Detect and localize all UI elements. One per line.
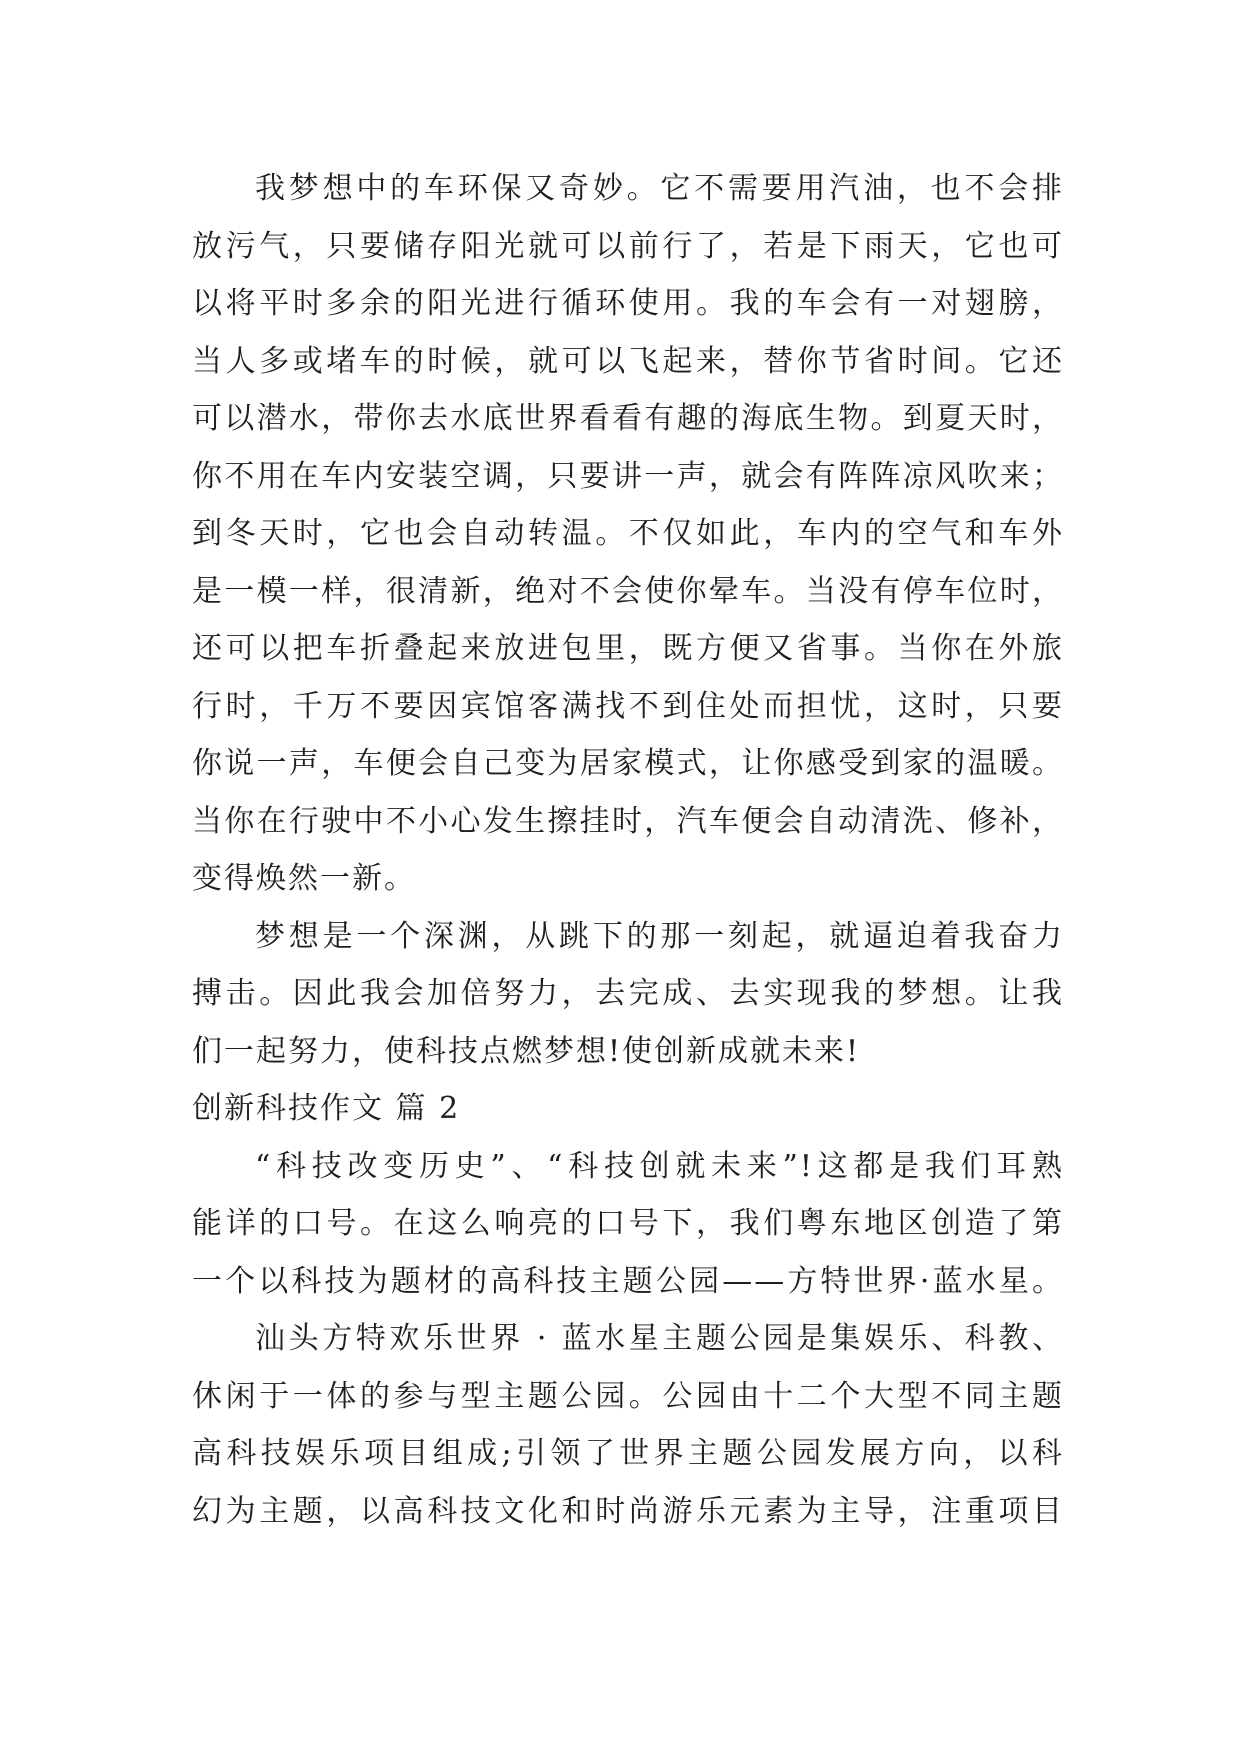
section-heading: 创新科技作文 篇 2	[192, 1091, 461, 1126]
paragraph-4	[192, 1310, 1064, 1540]
text-line: 汕头方特欢乐世界 · 蓝水星主题公园是集娱乐、科教、	[255, 1321, 1064, 1356]
text-line: 们一起努力，使科技点燃梦想!使创新成就未来!	[192, 1033, 861, 1069]
text-line: 到冬天时，它也会自动转温。不仅如此，车内的空气和车外	[192, 516, 1064, 551]
text-line: 放污气，只要储存阳光就可以前行了，若是下雨天，它也可	[192, 228, 1064, 264]
text-line: 幻为主题，以高科技文化和时尚游乐元素为主导，注重项目	[192, 1493, 1064, 1529]
paragraph-3	[192, 1138, 1064, 1311]
document-page	[192, 160, 1064, 1540]
text-line: 能详的口号。在这么响亮的口号下，我们粤东地区创造了第	[192, 1206, 1064, 1241]
text-line: 你说一声，车便会自己变为居家模式，让你感受到家的温暖。	[192, 746, 1064, 781]
paragraph-2	[192, 908, 1064, 1081]
text-line: 以将平时多余的阳光进行循环使用。我的车会有一对翅膀，	[192, 286, 1064, 321]
text-line: 高科技娱乐项目组成;引领了世界主题公园发展方向，以科	[192, 1436, 1064, 1471]
text-line: 休闲于一体的参与型主题公园。公园由十二个大型不同主题	[192, 1378, 1064, 1414]
text-line: 搏击。因此我会加倍努力，去完成、去实现我的梦想。让我	[192, 976, 1064, 1011]
text-line: 梦想是一个深渊，从跳下的那一刻起，就逼迫着我奋力	[255, 918, 1064, 954]
paragraph-1	[192, 160, 1064, 908]
text-line: 行时，千万不要因宾馆客满找不到住处而担忧，这时，只要	[192, 688, 1064, 724]
text-line: 一个以科技为题材的高科技主题公园——方特世界·蓝水星。	[192, 1263, 1064, 1299]
text-line: 是一模一样，很清新，绝对不会使你晕车。当没有停车位时，	[192, 573, 1064, 609]
text-line: 还可以把车折叠起来放进包里，既方便又省事。当你在外旅	[192, 631, 1064, 666]
text-line: 我梦想中的车环保又奇妙。它不需要用汽油，也不会排	[255, 171, 1064, 206]
text-line: “科技改变历史”、“科技创就未来”!这都是我们耳熟	[255, 1148, 1064, 1184]
text-line: 你不用在车内安装空调，只要讲一声，就会有阵阵凉风吹来；	[192, 458, 1064, 494]
text-line: 当你在行驶中不小心发生擦挂时，汽车便会自动清洗、修补，	[192, 803, 1064, 839]
text-line: 当人多或堵车的时候，就可以飞起来，替你节省时间。它还	[192, 343, 1064, 379]
text-line: 变得焕然一新。	[192, 861, 416, 896]
text-line: 可以潜水，带你去水底世界看看有趣的海底生物。到夏天时，	[192, 401, 1064, 436]
